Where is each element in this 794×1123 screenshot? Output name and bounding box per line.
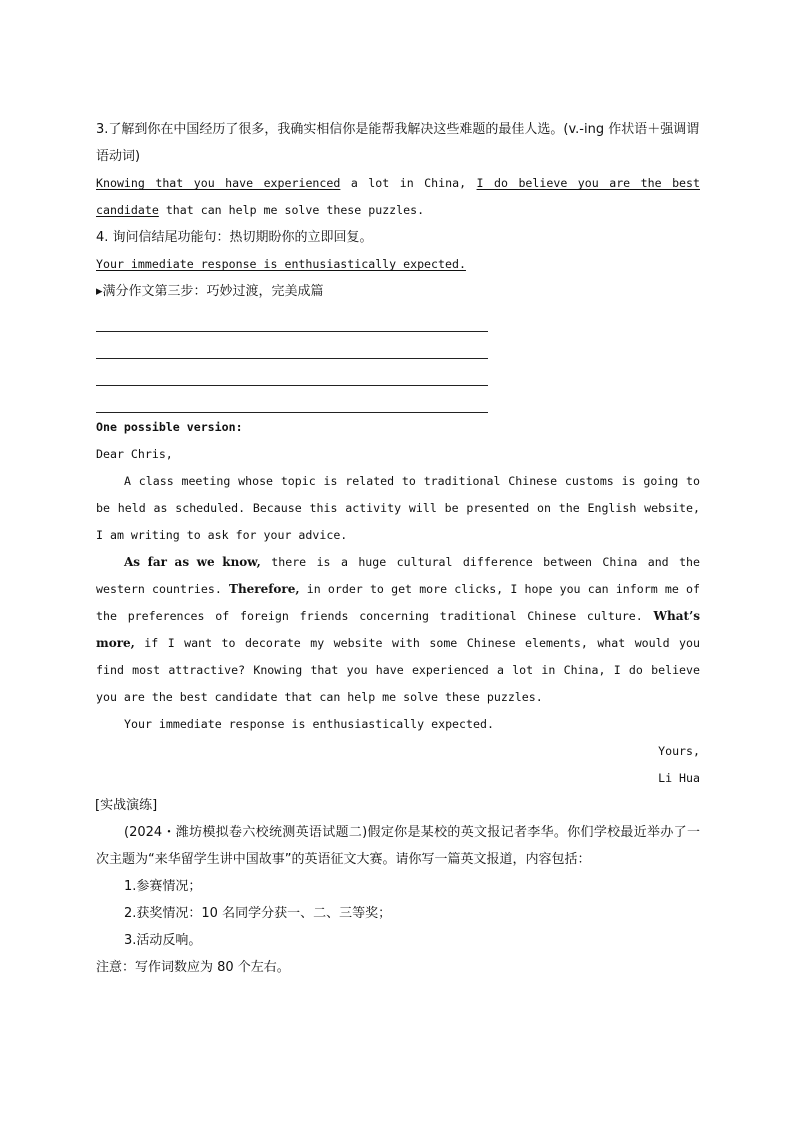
item3-tail: that can help me solve these puzzles. <box>165 203 425 217</box>
practice-label: [实战演练] <box>95 798 158 813</box>
practice-item-3: 3.活动反响。 <box>124 933 202 948</box>
transition-phrase: As far as we know, <box>124 555 261 569</box>
essay-paragraph-1: A class meeting whose topic is related to traditional Chinese customs is going to be held as scheduled. Because this activity will be presented on the English website, I am writing to ask for your advice. <box>96 474 700 542</box>
answer-line[interactable] <box>96 386 488 413</box>
essay-paragraph-3: Your immediate response is enthusiastically expected. <box>124 717 494 731</box>
practice-prompt: (2024・潍坊模拟卷六校统测英语试题二)假定你是某校的英文报记者李华。你们学校最近举办了一次主题为“来华留学生讲中国故事”的英语征文大赛。请你写一篇英文报道，内容包括： <box>96 825 700 867</box>
essay-text: if I want to decorate my website with some Chinese elements, what would you find most attractive? Knowing that you have experienced a lot in China, I do believe you are the best candidate that can help me solve these puzzles. <box>96 636 700 704</box>
transition-phrase: Therefore, <box>229 582 300 596</box>
practice-item-2: 2.获奖情况：10 名同学分获一、二、三等奖； <box>124 906 392 921</box>
item4-english-underlined: Your immediate response is enthusiastically expected. <box>96 257 466 271</box>
answer-line[interactable] <box>96 332 488 359</box>
essay-text: there is a huge cultural difference between China and the western countries. <box>96 555 701 596</box>
step3-heading: ▸满分作文第三步：巧妙过渡，完美成篇 <box>96 284 324 299</box>
essay-closing: Yours, <box>658 744 700 758</box>
essay-paragraph-2 <box>96 549 700 711</box>
essay-text: in order to get more clicks, I hope you can inform me of the preferences of foreign friends concerning traditional Chinese culture. <box>96 582 700 623</box>
essay-heading: One possible version: <box>96 420 243 434</box>
practice-note: 注意：写作词数应为 80 个左右。 <box>96 960 290 975</box>
item3-underlined-phrase-2: I do believe you are the best candidate <box>96 176 700 217</box>
item4-chinese: 4. 询问信结尾功能句：热切期盼你的立即回复。 <box>96 230 373 245</box>
practice-item-1: 1.参赛情况； <box>124 879 202 894</box>
essay-greeting: Dear Chris, <box>96 447 173 461</box>
document-page <box>96 116 700 981</box>
item3-underlined-phrase-1: Knowing that you have experienced <box>96 176 341 190</box>
answer-line[interactable] <box>96 305 488 332</box>
item3-plain-phrase: a lot in China, <box>340 176 477 190</box>
answer-line[interactable] <box>96 359 488 386</box>
item3-chinese: 3.了解到你在中国经历了很多，我确实相信你是能帮我解决这些难题的最佳人选。(v.-ing 作状语＋强调谓语动词) <box>96 122 700 164</box>
transition-phrase: What’s more, <box>96 609 700 650</box>
essay-signature: Li Hua <box>658 771 700 785</box>
item3-english <box>96 170 700 224</box>
item4-english <box>96 251 700 278</box>
